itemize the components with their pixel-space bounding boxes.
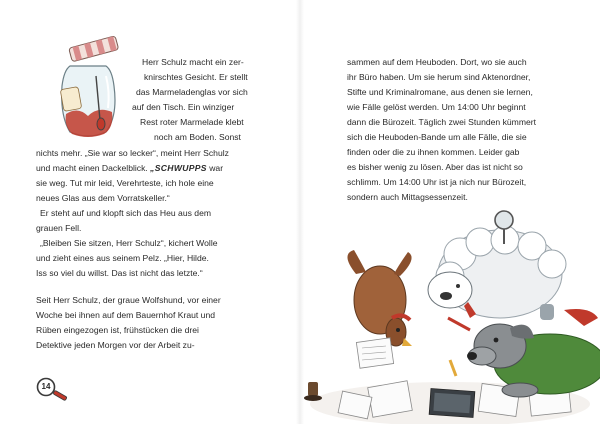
text-line: „Bleiben Sie sitzen, Herr Schulz“, kichert Wolle <box>40 238 218 248</box>
sound-effect: „SCHWUPPS <box>150 163 207 173</box>
text-line: Rüben eingezogen ist, frühstücken die drei <box>36 325 199 335</box>
text-line: neues Glas aus dem Vorratskeller.“ <box>36 193 170 203</box>
text-fragment: war <box>206 163 224 173</box>
text-line: ihr Büro haben. Um sie herum sind Aktenordner, <box>347 72 531 82</box>
text-line: Iss so viel du willst. Das ist nicht das letzte.“ <box>36 268 203 278</box>
detective-animals-illustration <box>300 214 600 424</box>
text-line: wie Fälle gelöst werden. Um 14:00 Uhr beginnt <box>347 102 526 112</box>
sheep-figure <box>428 211 598 330</box>
text-line: nichts mehr. „Sie war so lecker“, meint Herr Schulz <box>36 148 229 158</box>
text-line: sondern auch Mittagsessenzeit. <box>347 192 468 202</box>
text-line: Detektive jeden Morgen vor der Arbeit zu- <box>36 340 195 350</box>
page-number: 14 <box>41 382 51 391</box>
page-number-badge <box>37 378 65 406</box>
text-line: dann die Bürozeit. Täglich zwei Stunden kümmert <box>347 117 537 127</box>
jam-jar-illustration <box>48 36 128 146</box>
text-line: finden oder die zu ihnen kommen. Leider gab <box>347 147 520 157</box>
text-line: Herr Schulz macht ein zer- <box>142 57 244 67</box>
text-line-with-sfx <box>36 163 223 174</box>
text-line: grauen Fell. <box>36 223 82 233</box>
text-line: das Marmeladenglas vor sich <box>136 87 248 97</box>
text-line: schlimm. Um 14:00 Uhr ist ja nich nur Bürozeit, <box>347 177 527 187</box>
text-line: Stifte und Kriminalromane, aus denen sie lernen, <box>347 87 533 97</box>
text-line: Woche bei ihnen auf dem Bauernhof Kraut und <box>36 310 215 320</box>
text-line: sammen auf dem Heuboden. Dort, wo sie auch <box>347 57 527 67</box>
text-line: Rest roter Marmelade klebt <box>140 117 244 127</box>
text-line: Er steht auf und klopft sich das Heu aus dem <box>40 208 212 218</box>
text-line: knirschtes Gesicht. Er stellt <box>144 72 248 82</box>
text-line: noch am Boden. Sonst <box>154 132 241 142</box>
text-line: auf den Tisch. Ein winziger <box>132 102 235 112</box>
text-line: es bisher wenig zu lösen. Aber das ist nicht so <box>347 162 523 172</box>
text-line: sie weg. Tut mir leid, Verehrteste, ich hole eine <box>36 178 214 188</box>
text-line: sich die Heuboden-Bande um alle Fälle, die sie <box>347 132 527 142</box>
text-line: und zieht eines aus seinem Pelz. „Hier, Hilde. <box>36 253 209 263</box>
text-line: Seit Herr Schulz, der graue Wolfshund, vor einer <box>36 295 221 305</box>
text-fragment: und macht einen Dackelblick. <box>36 163 148 173</box>
